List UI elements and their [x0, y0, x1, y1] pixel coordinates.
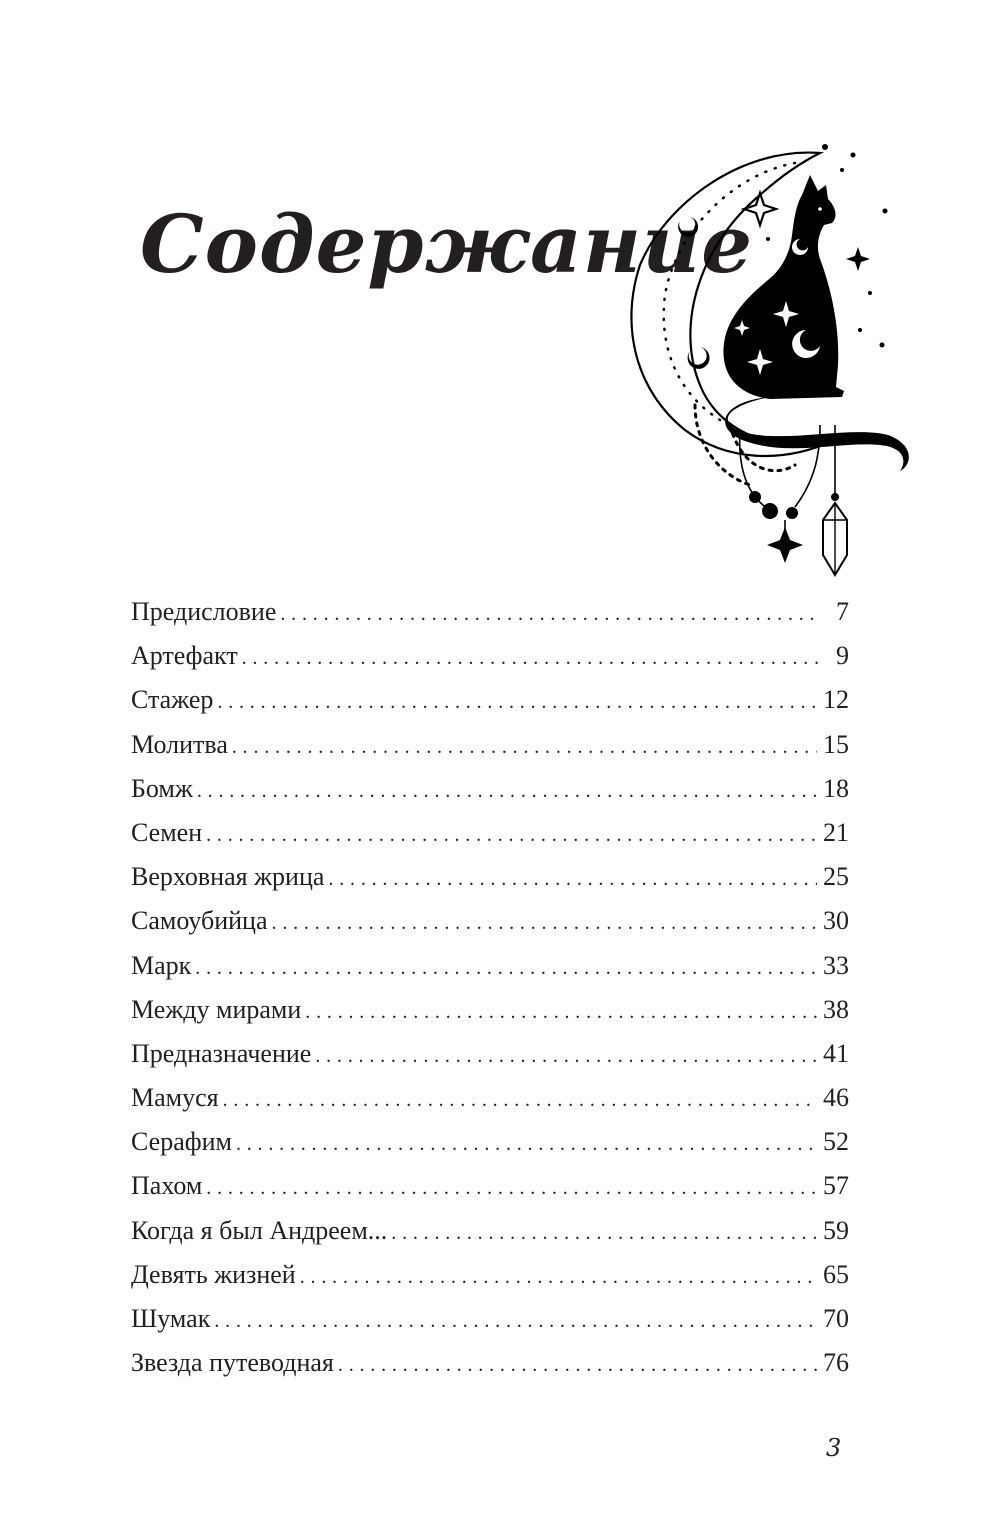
- toc-entry-title: Девять жизней: [131, 1259, 296, 1289]
- toc-entry-page: 76: [823, 1348, 849, 1378]
- toc-entry[interactable]: [131, 988, 849, 1032]
- toc-entry-page: 33: [823, 950, 849, 980]
- toc-entry-title: Стажер: [131, 685, 214, 715]
- toc-entry-page: 65: [823, 1259, 849, 1289]
- toc-entry-page: 15: [823, 729, 849, 759]
- toc-entry-page: 46: [823, 1083, 849, 1113]
- toc-entry-page: 25: [823, 862, 849, 892]
- toc-entry-title: Шумак: [131, 1304, 211, 1333]
- toc-entry[interactable]: [131, 767, 849, 811]
- toc-entry-title: Звезда путеводная: [131, 1348, 334, 1378]
- toc-entry[interactable]: [131, 1341, 849, 1385]
- toc-entry[interactable]: [131, 1032, 849, 1076]
- dot-leader: [280, 592, 821, 636]
- dot-leader: [242, 636, 821, 680]
- toc-entry-page: 18: [823, 773, 849, 803]
- toc-entry[interactable]: [131, 811, 849, 855]
- dot-leader: [272, 901, 817, 945]
- toc-entry-title: Мамуся: [131, 1083, 219, 1113]
- dot-leader: [214, 1299, 817, 1343]
- dot-leader: [391, 1211, 817, 1255]
- toc-entry-title: Когда я был Андреем...: [131, 1215, 388, 1245]
- toc-entry-title: Бомж: [131, 773, 193, 803]
- toc-entry[interactable]: [131, 899, 849, 943]
- dot-leader: [328, 857, 817, 901]
- toc-entry-page: 21: [823, 817, 849, 847]
- toc-entry-page: 30: [823, 906, 849, 936]
- toc-entry-title: Между мирами: [131, 994, 302, 1024]
- toc-entry-title: Верховная жрица: [131, 862, 325, 892]
- toc-entry[interactable]: [131, 855, 849, 899]
- toc-entry[interactable]: [131, 1297, 849, 1341]
- toc-entry[interactable]: [131, 590, 849, 634]
- dot-leader: [305, 990, 817, 1034]
- toc-entry-title: Марк: [131, 950, 192, 980]
- toc-entry[interactable]: [131, 634, 849, 678]
- toc-entry-page: 41: [823, 1038, 849, 1068]
- toc-entry-title: Самоубийца: [131, 906, 268, 936]
- dot-leader: [217, 680, 817, 724]
- toc-entry[interactable]: [131, 1209, 849, 1253]
- dot-leader: [206, 813, 817, 857]
- toc-entry[interactable]: [131, 1253, 849, 1297]
- toc-entry-page: 38: [823, 994, 849, 1024]
- toc-entry-page: 7: [836, 597, 849, 626]
- toc-entry-title: Артефакт: [131, 641, 238, 671]
- toc-entry-title: Предназначение: [131, 1038, 312, 1068]
- dot-leader: [232, 725, 817, 769]
- dot-leader: [338, 1343, 817, 1387]
- toc-entry[interactable]: [131, 678, 849, 722]
- dot-leader: [315, 1034, 817, 1078]
- toc-entry[interactable]: [131, 944, 849, 988]
- dot-leader: [223, 1078, 817, 1122]
- page-number: 3: [826, 1434, 842, 1462]
- toc-entry-title: Молитва: [131, 729, 228, 759]
- toc-entry-page: 12: [823, 685, 849, 715]
- toc-entry-title: Семен: [131, 817, 203, 847]
- dot-leader: [195, 946, 817, 990]
- toc-entry-page: 9: [836, 641, 849, 671]
- dot-leader: [236, 1122, 817, 1166]
- toc-entry-page: 52: [823, 1127, 849, 1157]
- toc-entry[interactable]: [131, 723, 849, 767]
- cat-on-crescent-moon-icon: [620, 135, 920, 585]
- dot-leader: [197, 769, 817, 813]
- table-of-contents: [131, 590, 849, 1385]
- toc-entry-title: Предисловие: [131, 597, 277, 626]
- dot-leader: [300, 1255, 817, 1299]
- toc-entry-page: 59: [823, 1215, 849, 1245]
- dot-leader: [206, 1166, 817, 1210]
- toc-entry[interactable]: [131, 1076, 849, 1120]
- toc-entry[interactable]: [131, 1164, 849, 1208]
- toc-entry-title: Пахом: [131, 1171, 203, 1201]
- toc-entry-page: 70: [823, 1304, 849, 1333]
- page-title: Содержание: [140, 196, 754, 291]
- toc-entry-title: Серафим: [131, 1127, 232, 1157]
- toc-entry[interactable]: [131, 1120, 849, 1164]
- toc-entry-page: 57: [823, 1171, 849, 1201]
